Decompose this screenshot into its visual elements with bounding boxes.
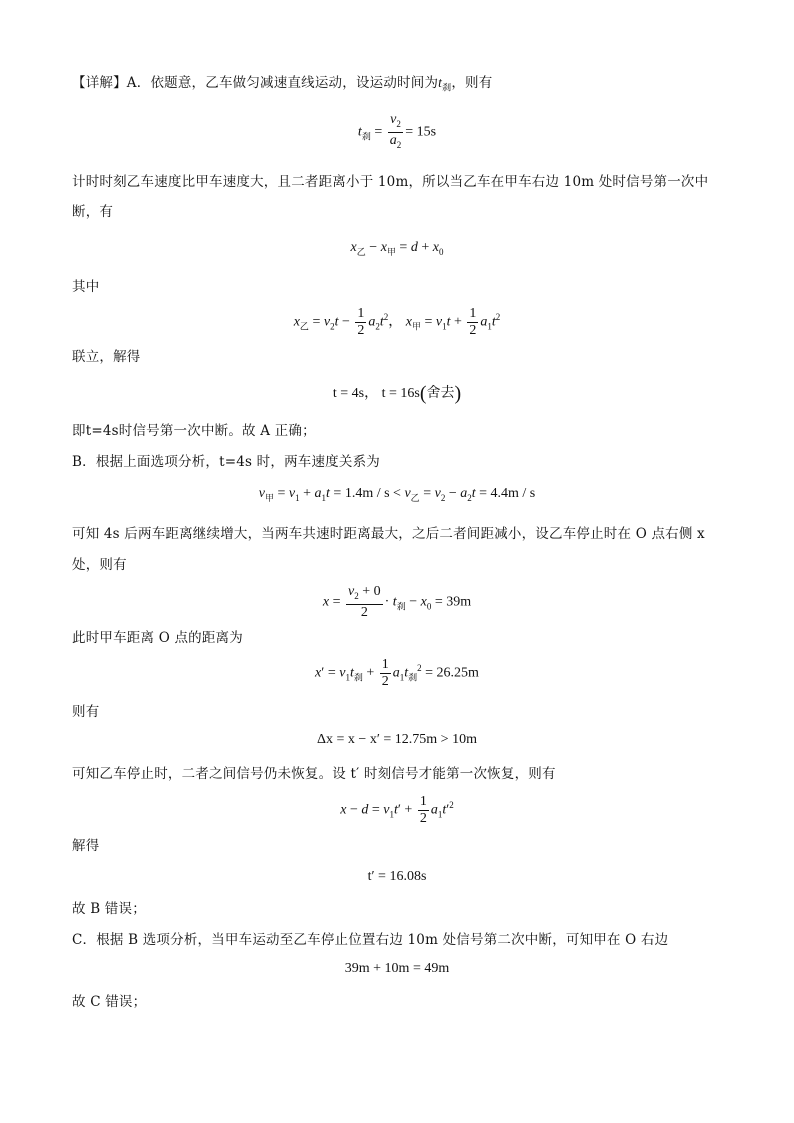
paragraph-line: 可知 4s 后两车距离继续增大，当两车共速时距离最大，之后二者间距减小，设乙车停止时在 O 点右侧 x: [72, 526, 705, 542]
equation-recovery-time: t′ = 16.08s: [367, 869, 427, 884]
paragraph-line: 计时时刻乙车速度比甲车速度大，且二者距离小于 10m，所以当乙车在甲车右边 10m 处时信号第一次中: [72, 174, 709, 190]
eq-text: = 39m: [434, 594, 472, 610]
equation-car-a-position: $x' = v_1t_刹$ + $\frac{1}{2}$ $a_1t_刹^2 = 26.25m$: [315, 657, 479, 689]
eq-text: = 4.4m / s: [479, 486, 536, 501]
paragraph-line: 可知乙车停止时，二者之间信号仍未恢复。设 t′ 时刻信号才能第一次恢复，则有: [72, 766, 556, 782]
eq-text: t = 4s， t = 16s: [332, 386, 420, 401]
equation-velocities: $v_甲 = v_1 + a_1t = 1.4m / s < v_乙 = v_2 - a_2t = 4.4m / s$: [258, 486, 536, 503]
equation-positions: $x_乙 = v_2t$ − $\frac{1}{2}$ $a_2t^2$， $x_甲 = v_1t$ + $\frac{1}{2}$ $a_1t^2$: [293, 306, 501, 338]
paragraph-line: 解得: [72, 838, 100, 854]
paragraph-line: 故 B 错误；: [72, 901, 146, 917]
paragraph-line: 处，则有: [72, 557, 127, 573]
paragraph-line: B．根据上面选项分析，t=4s 时，两车速度关系为: [72, 454, 380, 470]
eq-text: = 26.25m: [425, 665, 479, 681]
equation-second-interrupt: 39m + 10m = 49m: [344, 961, 450, 976]
paragraph-line: 此时甲车距离 O 点的距离为: [72, 630, 243, 646]
paragraph-line: 其中: [72, 279, 100, 295]
equation-recovery: $x - d = v_1t'$ + $\frac{1}{2}$ $a_1t'^2$: [340, 794, 454, 826]
equation-distance-condition: $x_乙 - x_甲 = d + x_0$: [350, 240, 444, 257]
paragraph-line: 断，有: [72, 204, 114, 220]
detail-intro-line: 【详解】A．依题意，乙车做匀减速直线运动，设运动时间为$t_刹$，则有: [72, 75, 493, 94]
paragraph-line: 即t=4s时信号第一次中断。故 A 正确；: [72, 423, 316, 439]
paragraph-line: 则有: [72, 704, 100, 720]
text: ，则有: [451, 75, 493, 91]
eq-text: = 15s: [405, 124, 437, 140]
text: 【详解】A．依题意，乙车做匀减速直线运动，设运动时间为: [72, 75, 439, 91]
eq-note: 舍去: [426, 386, 455, 401]
paragraph-line: 故 C 错误；: [72, 994, 147, 1010]
eq-text: = 1.4m / s <: [333, 486, 405, 501]
equation-braking-time: $t_刹$ = $\frac{v_2}{a_2}$ = 15s: [357, 112, 437, 150]
equation-stop-position: x = $\frac{v_2 + 0}{2}$ · $t_刹 - x_0 = 39m$: [322, 584, 472, 620]
paragraph-line: 联立，解得: [72, 349, 141, 365]
equation-distance-diff: Δx = x − x′ = 12.75m > 10m: [317, 732, 477, 747]
paragraph-line: C．根据 B 选项分析，当甲车运动至乙车停止位置右边 10m 处信号第二次中断，可知甲在 O 右边: [72, 932, 669, 948]
equation-solutions: t = 4s， t = 16s(舍去): [332, 382, 462, 405]
